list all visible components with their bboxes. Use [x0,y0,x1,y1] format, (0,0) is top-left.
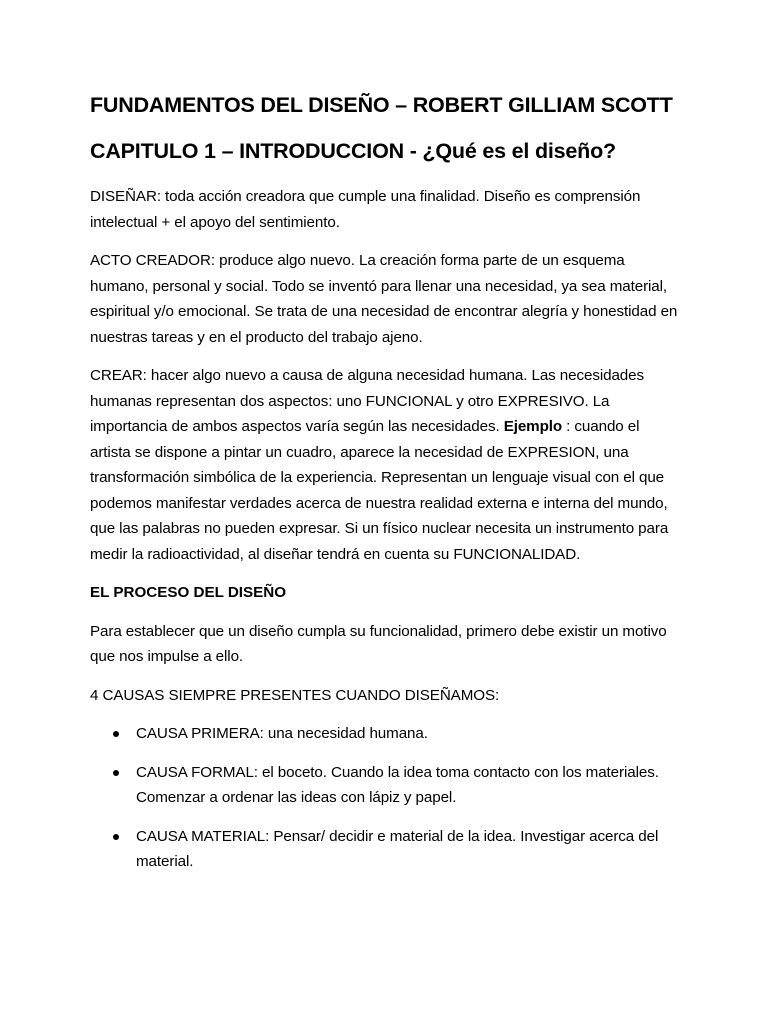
list-item-text: CAUSA MATERIAL: Pensar/ decidir e material de la idea. Investigar acerca del material. [136,827,659,870]
document-page [90,92,680,888]
bullet-icon [113,770,119,776]
section-heading-proceso: EL PROCESO DEL DISEÑO [90,584,287,601]
bullet-icon [113,731,119,737]
paragraph-causas-intro: 4 CAUSAS SIEMPRE PRESENTES CUANDO DISEÑAMOS: [90,686,500,704]
paragraph-crear-text-1: CREAR: hacer algo nuevo a causa de alguna necesidad humana. Las necesidades humanas representan dos aspectos: uno FUNCIONAL y otro EXPRESIVO. La importancia de ambos aspectos varía según las necesidades. [90,367,644,435]
list-item-text: CAUSA FORMAL: el boceto. Cuando la idea toma contacto con los materiales. Comenzar a ordenar las ideas con lápiz y papel. [136,763,659,806]
chapter-title: CAPITULO 1 – INTRODUCCION - ¿Qué es el diseño? [90,139,616,163]
paragraph-crear [90,363,680,567]
document-title: FUNDAMENTOS DEL DISEÑO – ROBERT GILLIAM SCOTT [90,93,673,117]
causes-list [90,721,680,875]
list-item [90,721,680,747]
list-item [90,760,680,811]
paragraph-disenar: DISEÑAR: toda acción creadora que cumple una finalidad. Diseño es comprensión intelectual + el apoyo del sentimiento. [90,188,641,231]
paragraph-crear-example-label: Ejemplo [503,418,563,435]
list-item-text: CAUSA PRIMERA: una necesidad humana. [136,725,428,742]
paragraph-crear-text-2: : cuando el artista se dispone a pintar un cuadro, aparece la necesidad de EXPRESION, una transformación simbólica de la experiencia. Representan un lenguaje visual con el que podemos manifestar verdades acerca de nuestra realidad externa e interna del mundo, que las palabras no pueden expresar. Si un físico nuclear necesita un instrumento para medir la radioactividad, al diseñar tendrá en cuenta su FUNCIONALIDAD. [90,418,669,563]
list-item [90,824,680,875]
paragraph-acto-creador: ACTO CREADOR: produce algo nuevo. La creación forma parte de un esquema humano, personal y social. Todo se inventó para llenar una necesidad, ya sea material, espiritual y/o emocional. Se trata de una necesidad de encontrar alegría y honestidad en nuestras tareas y en el producto del trabajo ajeno. [90,252,678,346]
paragraph-proceso: Para establecer que un diseño cumpla su funcionalidad, primero debe existir un motivo que nos impulse a ello. [90,622,667,665]
bullet-icon [113,834,119,840]
